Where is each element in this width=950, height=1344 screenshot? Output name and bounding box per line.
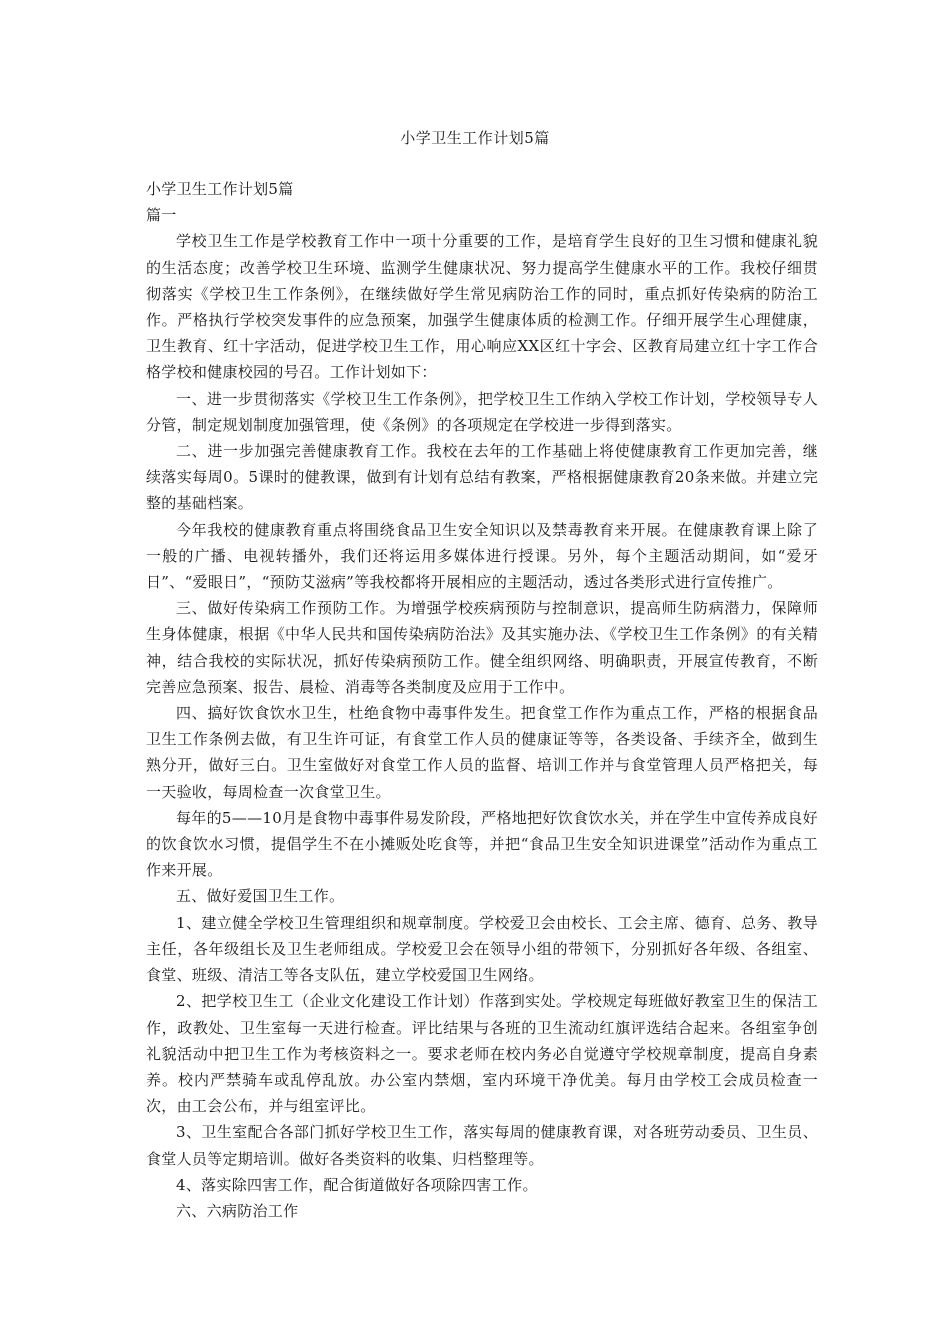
paragraph-item-3: 三、做好传染病工作预防工作。为增强学校疾病预防与控制意识，提高师生防病潜力，保障师生身体健康，根据《中华人民共和国传染病防治法》及其实施办法、《学校卫生工作条例》的有关精神，结合我校的实际状况，抓好传染病预防工作。健全组织网络、明确职责，开展宣传教育，不断完善应急预案、报告、晨检、消毒等各类制度及应用于工作中。 [146, 599, 818, 696]
paragraph-subitem-2: 2、把学校卫生工（企业文化建设工作计划）作落到实处。学校规定每班做好教室卫生的保洁工作，政教处、卫生室每一天进行检查。评比结果与各班的卫生流动红旗评选结合起来。各组室争创礼貌活动中把卫生工作为考核资料之一。要求老师在校内务必自觉遵守学校规章制度，提高自身素养。校内严禁骑车或乱停乱放。办公室内禁烟，室内环境干净优美。每月由学校工会成员检查一次，由工会公布，并与组室评比。 [146, 992, 818, 1116]
paragraph-subitem-1: 1、建立健全学校卫生管理组织和规章制度。学校爱卫会由校长、工会主席、德育、总务、教导主任，各年级组长及卫生老师组成。学校爱卫会在领导小组的带领下，分别抓好各年级、各组室、食堂、班级、清洁工等各支队伍，建立学校爱国卫生网络。 [146, 913, 818, 985]
paragraph-item-6: 六、六病防治工作 [176, 1201, 299, 1220]
page-title: 小学卫生工作计划5篇 [400, 129, 550, 147]
paragraph-subitem-3: 3、卫生室配合各部门抓好学校卫生工作，落实每周的健康教育课，对各班劳动委员、卫生员、食堂人员等定期培训。做好各类资料的收集、归档整理等。 [146, 1123, 818, 1168]
paragraph-food-safety: 每年的5——10月是食物中毒事件易发阶段，严格地把好饮食饮水关，并在学生中宣传养成良好的饮食饮水习惯，提倡学生不在小摊贩处吃食等，并把“食品卫生安全知识进课堂”活动作为重点工作来开展。 [146, 808, 818, 880]
document-body [146, 176, 818, 1224]
document-subtitle: 小学卫生工作计划5篇 [146, 180, 294, 198]
paragraph-item-2: 二、进一步加强完善健康教育工作。我校在去年的工作基础上将使健康教育工作更加完善，继续落实每周0。5课时的健教课，做到有计划有总结有教案，严格根据健康教育20条来做。并建立完整的基础档案。 [146, 442, 818, 513]
paragraph-health-education: 今年我校的健康教育重点将围绕食品卫生安全知识以及禁毒教育来开展。在健康教育课上除了一般的广播、电视转播外，我们还将运用多媒体进行授课。另外，每个主题活动期间，如“爱牙日”、“爱眼日”，“预防艾滋病”等我校都将开展相应的主题活动，透过各类形式进行宣传推广。 [146, 520, 818, 592]
paragraph-item-1: 一、进一步贯彻落实《学校卫生工作条例》，把学校卫生工作纳入学校工作计划，学校领导专人分管，制定规划制度加强管理，使《条例》的各项规定在学校进一步得到落实。 [146, 389, 818, 434]
paragraph-item-4: 四、搞好饮食饮水卫生，杜绝食物中毒事件发生。把食堂工作作为重点工作，严格的根据食品卫生工作条例去做，有卫生许可证，有食堂工作人员的健康证等等，各类设备、手续齐全，做到生熟分开，做好三白。卫生室做好对食堂工作人员的监督、培训工作并与食堂管理人员严格把关，每一天验收，每周检查一次食堂卫生。 [146, 704, 818, 801]
paragraph-item-5: 五、做好爱国卫生工作。 [176, 887, 345, 906]
section-heading: 篇一 [146, 206, 177, 225]
paragraph-subitem-4: 4、落实除四害工作，配合街道做好各项除四害工作。 [176, 1175, 538, 1194]
paragraph-intro: 学校卫生工作是学校教育工作中一项十分重要的工作，是培育学生良好的卫生习惯和健康礼貌的生活态度；改善学校卫生环境、监测学生健康状况、努力提高学生健康水平的工作。我校仔细贯彻落实《学校卫生工作条例》，在继续做好学生常见病防治工作的同时，重点抓好传染病的防治工作。严格执行学校突发事件的应急预案，加强学生健康体质的检测工作。仔细开展学生心理健康，卫生教育、红十字活动，促进学校卫生工作，用心响应XX区红十字会、区教育局建立红十字工作合格学校和健康校园的号召。工作计划如下： [146, 232, 818, 382]
